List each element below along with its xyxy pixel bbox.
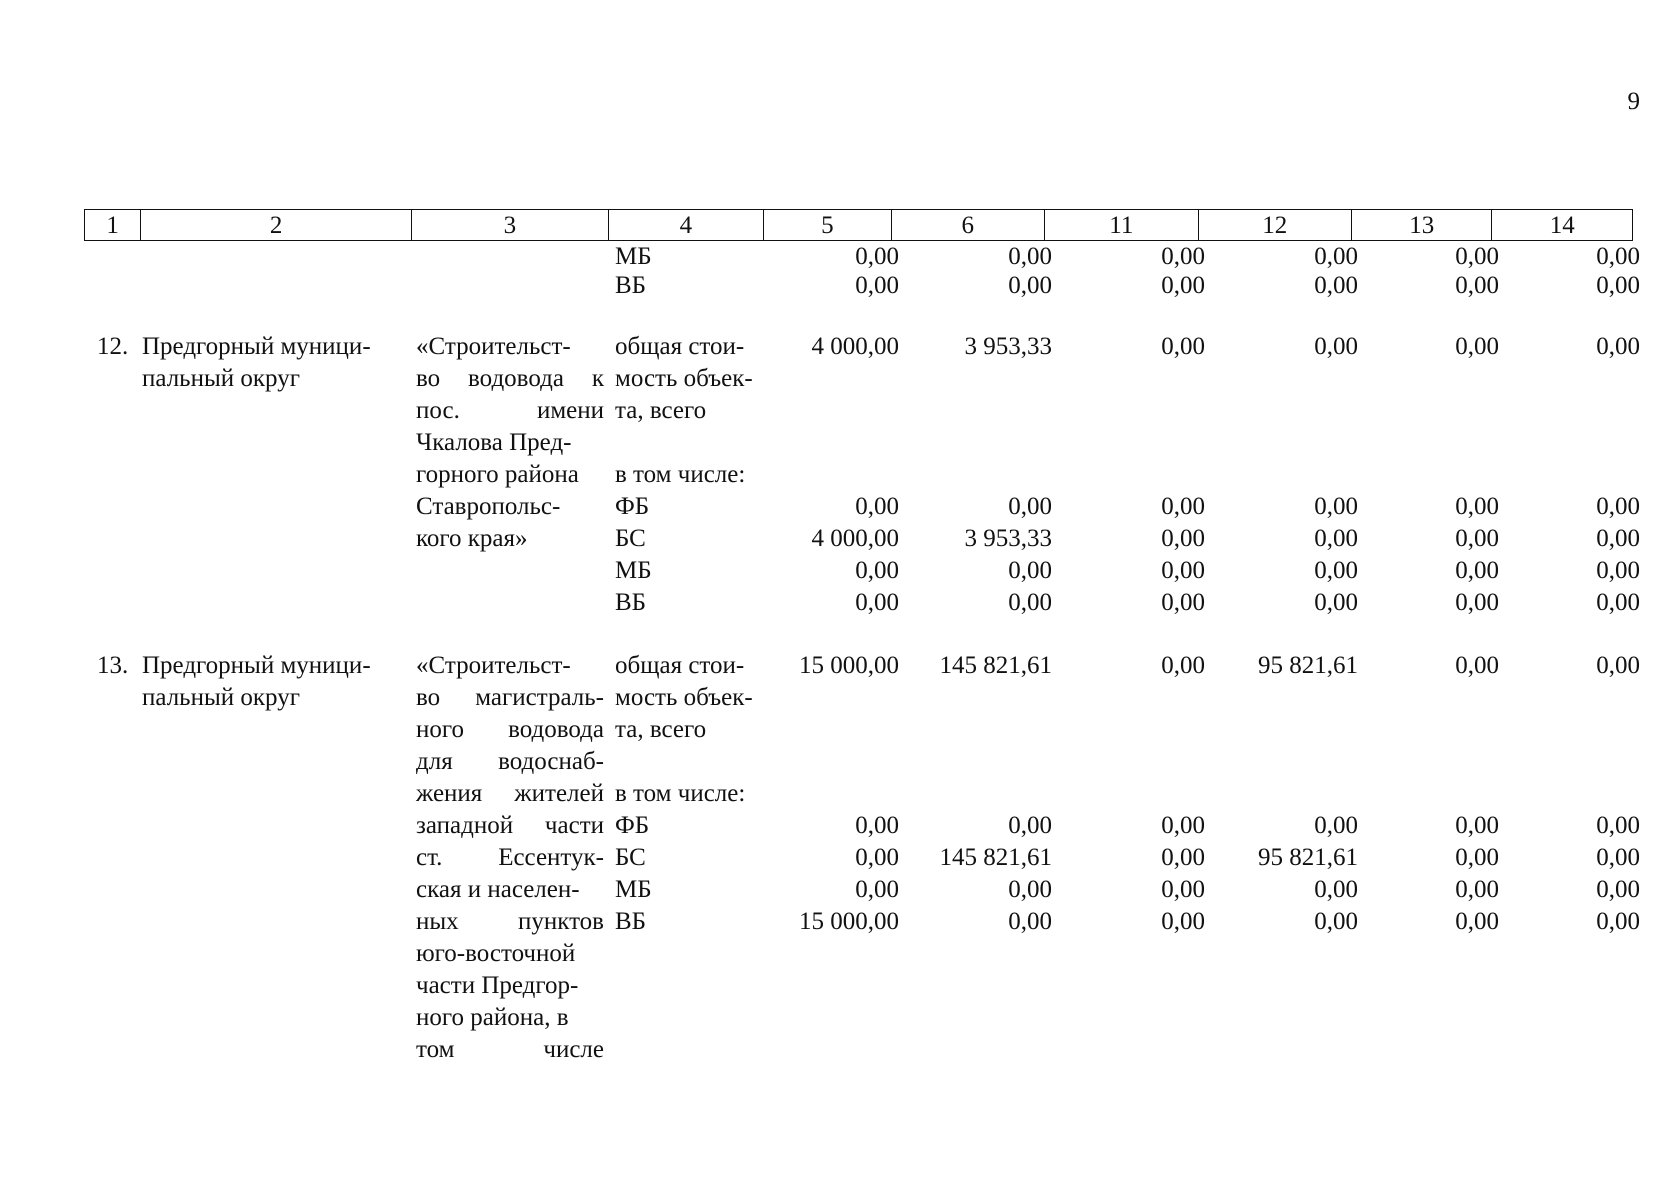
total-cost-label: мость объек- (615, 365, 753, 392)
header-row (85, 210, 1633, 241)
continuation-row-value: 0,00 (1455, 243, 1499, 270)
total-cost-row-value: 145 821,61 (939, 652, 1052, 679)
budget-source-row-value: 0,00 (1008, 589, 1052, 616)
object-description-word: во (416, 365, 441, 392)
total-cost-row-value: 0,00 (1455, 333, 1499, 360)
object-description-word: «Строительст- (416, 333, 571, 360)
total-cost-row-value: 0,00 (1161, 652, 1205, 679)
budget-source-row-value: 0,00 (1455, 908, 1499, 935)
total-cost-label: мость объек- (615, 684, 753, 711)
object-description-line (416, 395, 604, 427)
entry-number: 12. (97, 333, 129, 360)
budget-source-row-value: 0,00 (1455, 589, 1499, 616)
header-cell: 1 (85, 210, 141, 241)
total-cost-label: та, всего (615, 716, 707, 743)
budget-source-row-value: 0,00 (855, 557, 899, 584)
total-cost-row-value: 3 953,33 (964, 333, 1052, 360)
budget-source-row-value: 0,00 (1161, 525, 1205, 552)
continuation-row-value: 0,00 (1008, 243, 1052, 270)
budget-source-row-value: 0,00 (855, 812, 899, 839)
object-description-line (416, 874, 604, 906)
budget-source-row-value: 3 953,33 (964, 525, 1052, 552)
budget-source-row-value: 0,00 (1596, 525, 1640, 552)
budget-source-row-value: 0,00 (855, 844, 899, 871)
budget-source-row-value: 0,00 (1596, 908, 1640, 935)
object-description-word: водовода (468, 365, 564, 392)
total-cost-row-value: 0,00 (1161, 333, 1205, 360)
budget-source-row-value: 0,00 (1008, 557, 1052, 584)
budget-source-row-value: 0,00 (1314, 557, 1358, 584)
budget-source-row-value: 0,00 (1455, 557, 1499, 584)
budget-source-label: БС (615, 844, 646, 871)
municipality-name: Предгорный муници- (142, 652, 371, 679)
header-cell: 14 (1492, 210, 1633, 241)
budget-source-row-value: 0,00 (1008, 876, 1052, 903)
entry-number: 13. (97, 652, 129, 679)
header-cell: 12 (1198, 210, 1351, 241)
object-description-word: магистраль- (475, 684, 604, 711)
header-cell: 3 (412, 210, 609, 241)
budget-source-row-value: 95 821,61 (1258, 844, 1358, 871)
budget-source-row-value: 0,00 (1596, 812, 1640, 839)
budget-source-row-value: 0,00 (1314, 908, 1358, 935)
including-label: в том числе: (615, 461, 746, 488)
continuation-row-value: 0,00 (855, 243, 899, 270)
budget-source-row-value: 4 000,00 (811, 525, 899, 552)
budget-source-label: ФБ (615, 493, 650, 520)
header-cell: 6 (891, 210, 1044, 241)
object-description-line (416, 906, 604, 938)
total-cost-row-value: 0,00 (1596, 333, 1640, 360)
object-description-word: том (416, 1036, 455, 1063)
budget-source-row-value: 0,00 (855, 493, 899, 520)
budget-source-label: ВБ (615, 908, 647, 935)
budget-source-label: МБ (615, 557, 652, 584)
object-description-line (416, 650, 604, 682)
budget-source-row-value: 0,00 (1596, 557, 1640, 584)
object-description-word: водоснаб- (498, 748, 604, 775)
budget-source-row-value: 145 821,61 (939, 844, 1052, 871)
budget-source-row-value: 0,00 (1455, 844, 1499, 871)
continuation-row-value: 0,00 (1455, 272, 1499, 299)
object-description-word: «Строительст- (416, 652, 571, 679)
continuation-row-value: 0,00 (1161, 243, 1205, 270)
object-description-line (416, 491, 604, 523)
object-description-line (416, 523, 604, 555)
object-description-word: ская и населен- (416, 876, 580, 903)
budget-source-row-value: 0,00 (1596, 844, 1640, 871)
header-cell: 11 (1045, 210, 1198, 241)
budget-source-row-value: 0,00 (1455, 876, 1499, 903)
object-description-word: юго-восточной (416, 940, 576, 967)
header-cell: 2 (141, 210, 412, 241)
budget-source-label: ФБ (615, 812, 650, 839)
continuation-row-value: 0,00 (1314, 243, 1358, 270)
column-number-header (84, 209, 1633, 241)
object-description-line (416, 842, 604, 874)
object-description-word: горного района (416, 461, 579, 488)
total-cost-label: общая стои- (615, 333, 745, 360)
total-cost-row-value: 0,00 (1314, 333, 1358, 360)
object-description-line (416, 810, 604, 842)
object-description-word: кого края» (416, 525, 528, 552)
object-description-word: пос. (416, 397, 460, 424)
object-description-line (416, 1034, 604, 1066)
budget-source-row-value: 0,00 (1314, 589, 1358, 616)
object-description-word: ст. (416, 844, 443, 871)
total-cost-row-value: 15 000,00 (799, 652, 899, 679)
object-description-word: водовода (508, 716, 604, 743)
continuation-row-value: 0,00 (1008, 272, 1052, 299)
object-description-word: части (544, 812, 604, 839)
budget-source-row-value: 0,00 (1455, 525, 1499, 552)
object-description-word: части Предгор- (416, 972, 579, 999)
object-description-word: Ставропольс- (416, 493, 561, 520)
budget-source-label: ВБ (615, 589, 647, 616)
budget-source-row-value: 0,00 (1161, 557, 1205, 584)
budget-source-row-value: 0,00 (1008, 908, 1052, 935)
budget-source-row-value: 0,00 (1314, 525, 1358, 552)
budget-source-row-value: 0,00 (1161, 493, 1205, 520)
total-cost-row-value: 95 821,61 (1258, 652, 1358, 679)
budget-source-row-value: 0,00 (1161, 876, 1205, 903)
budget-source-row-value: 0,00 (1008, 812, 1052, 839)
object-description-line (416, 682, 604, 714)
object-description-line (416, 938, 604, 970)
object-description-word: ного района, в (416, 1004, 569, 1031)
continuation-row-value: 0,00 (1161, 272, 1205, 299)
total-cost-row-value: 4 000,00 (811, 333, 899, 360)
object-description-word: ных (416, 908, 459, 935)
budget-source-row-value: 0,00 (1008, 493, 1052, 520)
object-description-line (416, 459, 604, 491)
budget-source-label: ВБ (615, 272, 647, 299)
object-description-line (416, 427, 604, 459)
total-cost-label: та, всего (615, 397, 707, 424)
continuation-row-value: 0,00 (1596, 272, 1640, 299)
budget-source-row-value: 15 000,00 (799, 908, 899, 935)
continuation-row-value: 0,00 (1596, 243, 1640, 270)
object-description-line (416, 1002, 604, 1034)
municipality-name: пальный округ (142, 684, 300, 711)
budget-source-row-value: 0,00 (855, 876, 899, 903)
page-number: 9 (1627, 88, 1640, 115)
object-description-word: жения (416, 780, 483, 807)
object-description-line (416, 331, 604, 363)
including-label: в том числе: (615, 780, 746, 807)
budget-source-row-value: 0,00 (1314, 812, 1358, 839)
municipality-name: Предгорный муници- (142, 333, 371, 360)
total-cost-label: общая стои- (615, 652, 745, 679)
header-cell: 5 (764, 210, 891, 241)
object-description-word: западной (416, 812, 514, 839)
continuation-row-value: 0,00 (1314, 272, 1358, 299)
budget-source-row-value: 0,00 (855, 589, 899, 616)
object-description-word: ного (416, 716, 465, 743)
object-description-line (416, 970, 604, 1002)
budget-source-row-value: 0,00 (1161, 589, 1205, 616)
header-cell: 4 (608, 210, 764, 241)
budget-source-row-value: 0,00 (1161, 812, 1205, 839)
budget-source-label: БС (615, 525, 646, 552)
budget-source-row-value: 0,00 (1596, 589, 1640, 616)
budget-source-row-value: 0,00 (1596, 493, 1640, 520)
object-description-line (416, 714, 604, 746)
budget-source-row-value: 0,00 (1455, 812, 1499, 839)
object-description-word: пунктов (518, 908, 604, 935)
budget-source-row-value: 0,00 (1596, 876, 1640, 903)
continuation-row-value: 0,00 (855, 272, 899, 299)
total-cost-row-value: 0,00 (1455, 652, 1499, 679)
object-description-word: к (591, 365, 604, 392)
budget-source-row-value: 0,00 (1161, 844, 1205, 871)
object-description-line (416, 778, 604, 810)
object-description-line (416, 746, 604, 778)
object-description-word: жителей (514, 780, 604, 807)
object-description-word: Чкалова Пред- (416, 429, 572, 456)
object-description-line (416, 363, 604, 395)
header-cell: 13 (1352, 210, 1492, 241)
object-description-word: для (416, 748, 453, 775)
object-description-word: во (416, 684, 441, 711)
object-description-word: имени (536, 397, 604, 424)
budget-source-label: МБ (615, 876, 652, 903)
total-cost-row-value: 0,00 (1596, 652, 1640, 679)
municipality-name: пальный округ (142, 365, 300, 392)
object-description-word: числе (543, 1036, 604, 1063)
budget-source-row-value: 0,00 (1455, 493, 1499, 520)
budget-source-row-value: 0,00 (1314, 493, 1358, 520)
object-description-word: Ессентук- (498, 844, 604, 871)
budget-source-label: МБ (615, 243, 652, 270)
budget-source-row-value: 0,00 (1161, 908, 1205, 935)
budget-source-row-value: 0,00 (1314, 876, 1358, 903)
